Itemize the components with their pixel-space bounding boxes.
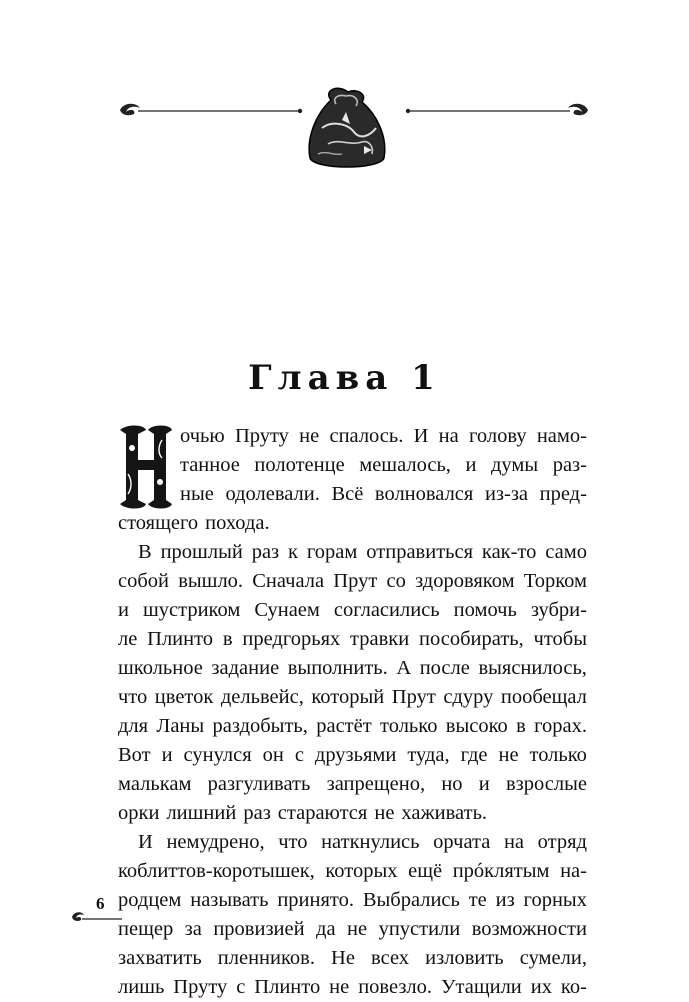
word: помочь	[453, 599, 517, 621]
word: волновался	[374, 483, 474, 505]
word: согласились	[333, 599, 440, 621]
word: возможности	[471, 918, 587, 940]
text-line	[118, 770, 587, 799]
word: захватить	[118, 947, 202, 969]
word: Выбрались	[362, 889, 460, 911]
chapter-title: Глава 1	[248, 358, 441, 398]
word: взрослые	[506, 773, 587, 795]
word: Пруту	[234, 425, 289, 447]
word: похода.	[205, 512, 270, 534]
word: на	[503, 831, 525, 853]
word: ные	[180, 483, 214, 505]
word: пред-	[539, 483, 587, 505]
word: пещер	[118, 918, 174, 940]
word: раз	[251, 541, 280, 563]
word: со	[386, 570, 406, 592]
word: Вот	[118, 744, 151, 766]
word: принято.	[277, 889, 354, 911]
folio-swirl-icon	[72, 912, 84, 921]
word: что	[118, 686, 148, 708]
word: немудрено,	[166, 831, 265, 853]
text-line	[118, 538, 587, 567]
word: И	[138, 831, 153, 853]
word: и	[478, 773, 490, 795]
word: где	[460, 744, 488, 766]
word: упустили	[378, 918, 461, 940]
word: не	[374, 802, 395, 824]
text-line	[118, 654, 587, 683]
word: пособирать,	[419, 628, 524, 650]
word: Пруту	[173, 976, 228, 998]
word: мешалось,	[359, 454, 451, 476]
dropcap-letter	[118, 424, 174, 510]
word: одолевали.	[225, 483, 320, 505]
word: не	[329, 976, 350, 998]
word: в	[516, 715, 526, 737]
word: с	[236, 976, 246, 998]
text-line	[118, 973, 587, 1002]
text-line	[118, 944, 587, 973]
text-line	[118, 596, 587, 625]
word: провизией	[213, 918, 305, 940]
word: но	[441, 773, 463, 795]
word: лишний	[166, 802, 237, 824]
word: хаживать.	[401, 802, 488, 824]
word: намо-	[536, 425, 587, 447]
text-line	[118, 886, 587, 915]
word: думы	[491, 454, 539, 476]
word: сунулся	[183, 744, 252, 766]
word: спалось.	[329, 425, 404, 447]
word: и	[118, 599, 129, 621]
word: сумели,	[519, 947, 587, 969]
sack-illustration-icon	[309, 88, 385, 167]
word: и	[465, 454, 477, 476]
word: цветок	[154, 686, 214, 708]
word: туда,	[407, 744, 450, 766]
text-line	[118, 625, 587, 654]
right-swirl-icon	[568, 104, 588, 115]
word: предгорьях	[242, 628, 341, 650]
word: А	[396, 657, 412, 679]
text-line	[118, 828, 587, 857]
text-line	[118, 915, 587, 944]
word: выполнить.	[287, 657, 388, 679]
text-line	[118, 480, 587, 509]
word: в	[222, 628, 233, 650]
word: Прут	[333, 570, 378, 592]
word: на-	[560, 860, 587, 882]
page-number: 6	[96, 894, 105, 913]
word: сдуру	[443, 686, 494, 708]
text-line	[118, 857, 587, 886]
word: как-то	[481, 541, 537, 563]
word: В	[138, 541, 152, 563]
word: изловить	[425, 947, 504, 969]
word: что	[278, 831, 308, 853]
word: растёт	[316, 715, 372, 737]
word: Торком	[523, 570, 587, 592]
word: орчата	[433, 831, 491, 853]
word: на	[438, 425, 459, 447]
word: раз	[243, 802, 271, 824]
text-line	[118, 451, 587, 480]
word: Сначала	[252, 570, 325, 592]
word: который	[311, 686, 385, 708]
word: Утащили	[441, 976, 522, 998]
word: прошлый	[160, 541, 243, 563]
text-line	[118, 741, 587, 770]
word: горам	[306, 541, 358, 563]
word: И	[413, 425, 429, 447]
word: пообещал	[500, 686, 587, 708]
word: высоко	[445, 715, 508, 737]
word: орки	[118, 802, 160, 824]
word: полотенце	[254, 454, 345, 476]
word: горных	[523, 889, 587, 911]
word: не	[498, 744, 519, 766]
word: не	[299, 425, 320, 447]
word: после	[419, 657, 470, 679]
word: горах.	[534, 715, 587, 737]
word: задание	[211, 657, 280, 679]
word: Плинто	[147, 628, 214, 650]
word: родцем	[118, 889, 182, 911]
word: ко-	[560, 976, 587, 998]
word: Плинто	[254, 976, 321, 998]
word: для	[118, 715, 149, 737]
word: за	[184, 918, 202, 940]
word: голову	[468, 425, 527, 447]
word: чтобы	[533, 628, 587, 650]
text-line	[118, 799, 587, 828]
body-text	[118, 422, 587, 1002]
left-swirl-icon	[120, 104, 140, 115]
word: из	[495, 889, 515, 911]
word: Всё	[331, 483, 364, 505]
word: пленников.	[217, 947, 315, 969]
word: и	[161, 744, 173, 766]
word: Сунаем	[254, 599, 320, 621]
word: только	[529, 744, 587, 766]
word: называть	[190, 889, 269, 911]
word: малькам	[118, 773, 192, 795]
word: он	[262, 744, 284, 766]
word: ле	[118, 628, 138, 650]
word: шустриком	[142, 599, 241, 621]
word: те	[468, 889, 487, 911]
word: Ланы	[156, 715, 205, 737]
word: здоровяком	[415, 570, 515, 592]
word: раз-	[552, 454, 587, 476]
word: само	[545, 541, 587, 563]
word: их	[530, 976, 552, 998]
word: к	[288, 541, 299, 563]
word: стараются	[277, 802, 368, 824]
text-line	[118, 567, 587, 596]
text-line	[118, 683, 587, 712]
word: не	[347, 918, 368, 940]
word: прóклятым	[452, 860, 550, 882]
word: разгуливать	[207, 773, 311, 795]
word: Прут	[391, 686, 436, 708]
text-line	[118, 509, 587, 538]
word: коблиттов-коротышек,	[118, 860, 315, 882]
header-ornament	[118, 84, 590, 174]
word: запрещено,	[326, 773, 426, 795]
word: зубри-	[530, 599, 587, 621]
word: всех	[371, 947, 410, 969]
word: наткнулись	[321, 831, 420, 853]
word: да	[316, 918, 336, 940]
word: Не	[331, 947, 355, 969]
text-line	[118, 422, 587, 451]
word: травки	[350, 628, 410, 650]
word: которых	[325, 860, 398, 882]
word: отряд	[537, 831, 587, 853]
word: только	[380, 715, 438, 737]
word: очью	[180, 425, 225, 447]
word: выяснилось,	[478, 657, 587, 679]
word: школьное	[118, 657, 203, 679]
word: друзьями	[314, 744, 397, 766]
word: с	[294, 744, 304, 766]
word: вышло.	[178, 570, 244, 592]
word: стоящего	[118, 512, 199, 534]
word: лишь	[118, 976, 165, 998]
word: повезло.	[358, 976, 433, 998]
word: раздобыть,	[212, 715, 308, 737]
word: танное	[180, 454, 240, 476]
word: отправиться	[366, 541, 474, 563]
word: собой	[118, 570, 169, 592]
word: дельвейс,	[220, 686, 304, 708]
text-line	[118, 712, 587, 741]
word: из-за	[484, 483, 529, 505]
word: ещё	[408, 860, 443, 882]
